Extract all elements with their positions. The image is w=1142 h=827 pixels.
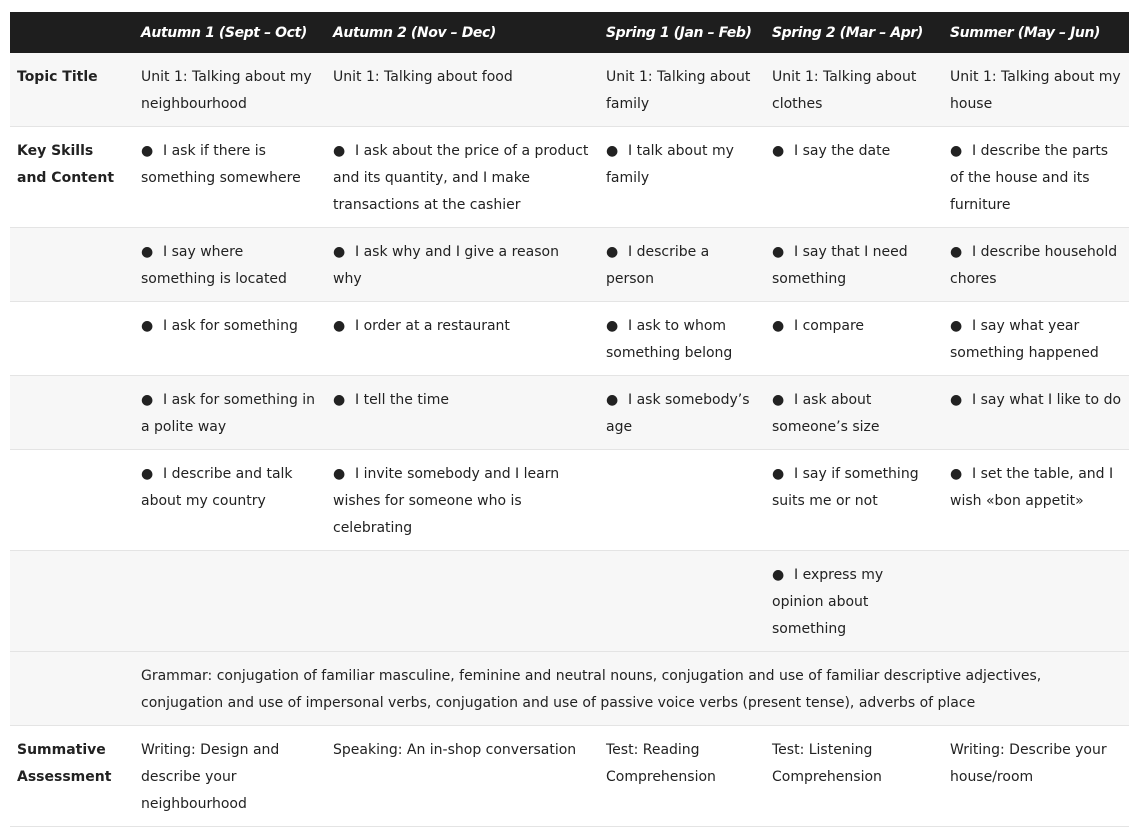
- skill-cell: [943, 551, 1129, 652]
- skill-text: I compare: [794, 318, 865, 334]
- grammar-spacer: [10, 652, 134, 726]
- bullet-icon: ●: [606, 244, 619, 260]
- skills-row: [10, 228, 1129, 302]
- skill-text: I ask about the price of a product and its quantity, and I make transactions at the cashier: [333, 143, 589, 213]
- row-header-empty: [10, 551, 134, 652]
- topic-row: [10, 53, 1129, 127]
- topic-cell: Unit 1: Talking about my house: [943, 53, 1129, 127]
- skill-cell: [326, 376, 599, 450]
- skill-cell: [134, 551, 326, 652]
- row-header-empty: [10, 450, 134, 551]
- assessment-row: [10, 726, 1129, 827]
- skill-cell: [134, 450, 326, 551]
- row-header-assessment: Summative Assessment: [10, 726, 134, 827]
- skill-cell: [326, 551, 599, 652]
- grammar-cell: Grammar: conjugation of familiar masculine, feminine and neutral nouns, conjugation and use of familiar descriptive adjectives, conjugation and use of impersonal verbs, conjugation and use of passive voice verbs (present tense), adverbs of place: [134, 652, 1129, 726]
- skill-text: I say if something suits me or not: [772, 466, 919, 509]
- bullet-icon: ●: [950, 466, 963, 482]
- skills-row: [10, 551, 1129, 652]
- header-autumn-2: Autumn 2 (Nov – Dec): [326, 12, 599, 53]
- skill-text: I invite somebody and I learn wishes for someone who is celebrating: [333, 466, 560, 536]
- skill-cell: [943, 127, 1129, 228]
- bullet-icon: ●: [950, 143, 963, 159]
- bullet-icon: ●: [606, 392, 619, 408]
- skill-text: I ask somebody’s age: [606, 392, 750, 435]
- header-autumn-1: Autumn 1 (Sept – Oct): [134, 12, 326, 53]
- skill-text: I say where something is located: [141, 244, 287, 287]
- header-summer: Summer (May – Jun): [943, 12, 1129, 53]
- header-spring-2: Spring 2 (Mar – Apr): [765, 12, 943, 53]
- bullet-icon: ●: [141, 318, 154, 334]
- skill-cell: [134, 376, 326, 450]
- skill-cell: [765, 302, 943, 376]
- skills-row: [10, 127, 1129, 228]
- skill-cell: [599, 551, 765, 652]
- skill-cell: [765, 376, 943, 450]
- assessment-cell: Test: Reading Comprehension: [599, 726, 765, 827]
- skill-cell: [599, 127, 765, 228]
- bullet-icon: ●: [772, 392, 785, 408]
- skills-section: [10, 127, 1129, 652]
- assessment-cell: Test: Listening Comprehension: [765, 726, 943, 827]
- skill-cell: [943, 228, 1129, 302]
- bullet-icon: ●: [333, 244, 346, 260]
- bullet-icon: ●: [772, 567, 785, 583]
- assessment-cell: Writing: Describe your house/room: [943, 726, 1129, 827]
- bullet-icon: ●: [950, 244, 963, 260]
- bullet-icon: ●: [141, 143, 154, 159]
- skill-text: I ask for something: [163, 318, 298, 334]
- header-row: [10, 12, 1129, 53]
- row-header-empty: [10, 228, 134, 302]
- skill-cell: [943, 450, 1129, 551]
- skill-cell: [326, 450, 599, 551]
- bullet-icon: ●: [333, 318, 346, 334]
- skill-cell: [765, 450, 943, 551]
- skills-row: [10, 302, 1129, 376]
- grammar-row: [10, 652, 1129, 726]
- skill-text: I ask why and I give a reason why: [333, 244, 559, 287]
- topic-cell: Unit 1: Talking about my neighbourhood: [134, 53, 326, 127]
- bullet-icon: ●: [333, 392, 346, 408]
- skills-row: [10, 376, 1129, 450]
- skill-cell: [134, 302, 326, 376]
- bullet-icon: ●: [772, 466, 785, 482]
- skill-text: I describe the parts of the house and its furniture: [950, 143, 1109, 213]
- skill-cell: [599, 302, 765, 376]
- bullet-icon: ●: [141, 244, 154, 260]
- skills-row: [10, 450, 1129, 551]
- skill-cell: [326, 127, 599, 228]
- bullet-icon: ●: [950, 318, 963, 334]
- skill-text: I set the table, and I wish «bon appetit»: [950, 466, 1114, 509]
- bullet-icon: ●: [606, 318, 619, 334]
- skill-text: I talk about my family: [606, 143, 734, 186]
- skill-text: I describe a person: [606, 244, 710, 287]
- curriculum-table-container: [10, 12, 1129, 827]
- bullet-icon: ●: [950, 392, 963, 408]
- row-header-topic: Topic Title: [10, 53, 134, 127]
- skill-text: I say what I like to do: [972, 392, 1122, 408]
- bullet-icon: ●: [141, 466, 154, 482]
- skill-text: I say what year something happened: [950, 318, 1099, 361]
- assessment-cell: Speaking: An in-shop conversation: [326, 726, 599, 827]
- bullet-icon: ●: [772, 318, 785, 334]
- skill-cell: [765, 228, 943, 302]
- skill-text: I say that I need something: [772, 244, 908, 287]
- skill-cell: [943, 376, 1129, 450]
- skill-text: I order at a restaurant: [355, 318, 510, 334]
- bullet-icon: ●: [333, 143, 346, 159]
- skill-cell: [943, 302, 1129, 376]
- topic-cell: Unit 1: Talking about clothes: [765, 53, 943, 127]
- skill-cell: [599, 450, 765, 551]
- skill-text: I tell the time: [355, 392, 449, 408]
- skill-text: I express my opinion about something: [772, 567, 884, 637]
- skill-cell: [326, 228, 599, 302]
- skill-text: I describe household chores: [950, 244, 1118, 287]
- row-header-skills: Key Skills and Content: [10, 127, 134, 228]
- bullet-icon: ●: [772, 244, 785, 260]
- header-corner: [10, 12, 134, 53]
- skill-cell: [134, 127, 326, 228]
- bullet-icon: ●: [333, 466, 346, 482]
- skill-cell: [765, 127, 943, 228]
- skill-text: I describe and talk about my country: [141, 466, 293, 509]
- skill-cell: [599, 376, 765, 450]
- row-header-empty: [10, 302, 134, 376]
- skill-text: I ask to whom something belong: [606, 318, 733, 361]
- header-spring-1: Spring 1 (Jan – Feb): [599, 12, 765, 53]
- assessment-cell: Writing: Design and describe your neighbourhood: [134, 726, 326, 827]
- skill-cell: [765, 551, 943, 652]
- skill-cell: [326, 302, 599, 376]
- skill-text: I ask for something in a polite way: [141, 392, 316, 435]
- row-header-empty: [10, 376, 134, 450]
- bullet-icon: ●: [141, 392, 154, 408]
- curriculum-table: [10, 12, 1129, 827]
- skill-cell: [134, 228, 326, 302]
- skill-text: I say the date: [794, 143, 891, 159]
- bullet-icon: ●: [606, 143, 619, 159]
- skill-text: I ask about someone’s size: [772, 392, 880, 435]
- topic-cell: Unit 1: Talking about family: [599, 53, 765, 127]
- bullet-icon: ●: [772, 143, 785, 159]
- topic-cell: Unit 1: Talking about food: [326, 53, 599, 127]
- skill-cell: [599, 228, 765, 302]
- skill-text: I ask if there is something somewhere: [141, 143, 301, 186]
